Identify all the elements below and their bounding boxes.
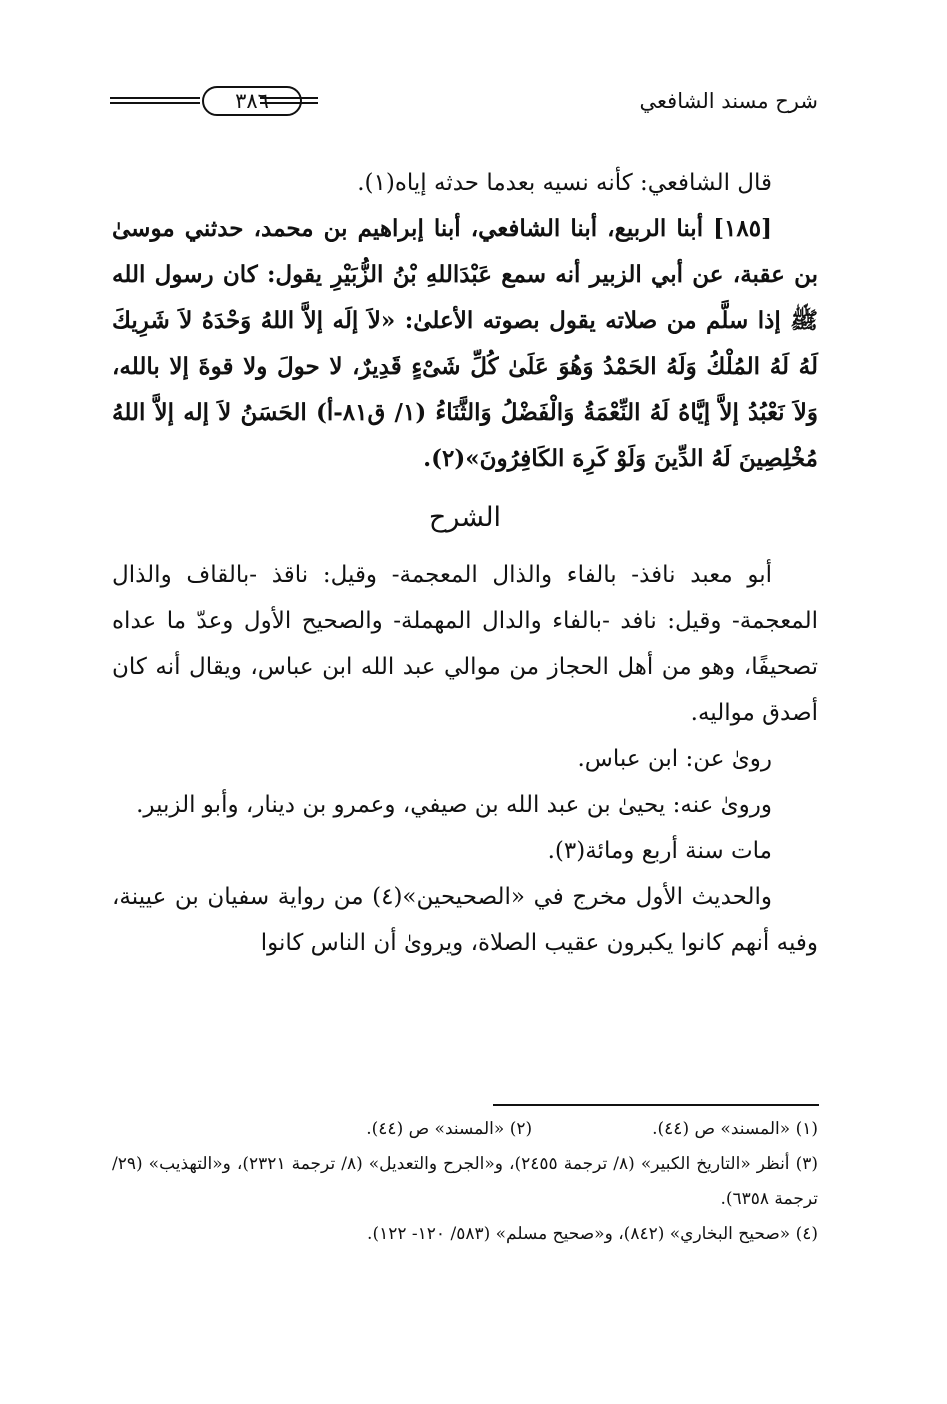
footnote-divider xyxy=(493,1104,819,1106)
footnote: (٢) «المسند» ص (٤٤). xyxy=(366,1119,533,1139)
paragraph: روىٰ عن: ابن عباس. xyxy=(577,746,772,772)
paragraph: أبو معبد نافذ- بالفاء والذال المعجمة- وقيل: ناقذ -بالقاف والذال المعجمة- وقيل: نافد -بالفاء والدال المهملة- والصحيح الأول وعدّ ما عداه تصحيفًا، وهو من أهل الحجاز من موالي عبد الله ابن عباس، ويقال أنه كان أصدق مواليه. xyxy=(112,562,818,726)
header-rule-middle xyxy=(260,97,318,104)
footnote: (٣) أنظر «التاريخ الكبير» (٨/ ترجمة ٢٤٥٥)، و«الجرح والتعديل» (٨/ ترجمة ٢٣٢١)، و«التهذيب» (٢٩/ ترجمة ٦٣٥٨). xyxy=(112,1154,818,1209)
footnotes xyxy=(112,1112,818,1252)
footnote: (٤) «صحيح البخاري» (٨٤٢)، و«صحيح مسلم» (٥٨٣/ ١٢٠- ١٢٢). xyxy=(367,1224,818,1244)
paragraph: والحديث الأول مخرج في «الصحيحين»(٤) من رواية سفيان بن عيينة، وفيه أنهم كانوا يكبرون عقيب الصلاة، ويروىٰ أن الناس كانوا xyxy=(112,884,818,956)
footnote-row xyxy=(112,1112,818,1147)
section-title: الشرح xyxy=(428,502,502,533)
header-rule-left xyxy=(110,97,200,104)
paragraph: وروىٰ عنه: يحيىٰ بن عبد الله بن صيفي، وعمرو بن دينار، وأبو الزبير. xyxy=(136,792,772,818)
footnote: (١) «المسند» ص (٤٤). xyxy=(652,1119,818,1139)
main-text xyxy=(112,160,818,966)
page-number: ٣٨٦ xyxy=(202,86,302,116)
paragraph: قال الشافعي: كأنه نسيه بعدما حدثه إياه(١). xyxy=(357,170,772,196)
paragraph: مات سنة أربع ومائة(٣). xyxy=(547,838,772,864)
running-title: شرح مسند الشافعي xyxy=(639,89,818,113)
hadith-paragraph: [١٨٥] أبنا الربيع، أبنا الشافعي، أبنا إبراهيم بن محمد، حدثني موسىٰ بن عقبة، عن أبي الزبير أنه سمع عَبْدَاللهِ بْنُ الزُّبَيْرِ يقول: كان رسول الله ﷺ إذا سلَّم من صلاته يقول بصوته الأعلىٰ: «لاَ إلَه إلاَّ اللهُ وَحْدَهُ لاَ شَرِيكَ لَهُ لَهُ المُلْكُ وَلَهُ الحَمْدُ وَهُوَ عَلَىٰ كُلِّ شَىْءٍ قَدِيرٌ، لا حولَ ولا قوةَ إلا بالله، وَلاَ نَعْبُدُ إلاَّ إيَّاهُ لَهُ النِّعْمَةُ وَالْفَضْلُ وَالثَّنَاءُ (١/ ق٨١-أ) الحَسَنُ لاَ إله إلاَّ اللهُ مُخْلِصِينَ لَهُ الدِّينَ وَلَوْ كَرِهَ الكَافِرُونَ»(٢). xyxy=(112,215,818,472)
page-header xyxy=(110,82,818,126)
